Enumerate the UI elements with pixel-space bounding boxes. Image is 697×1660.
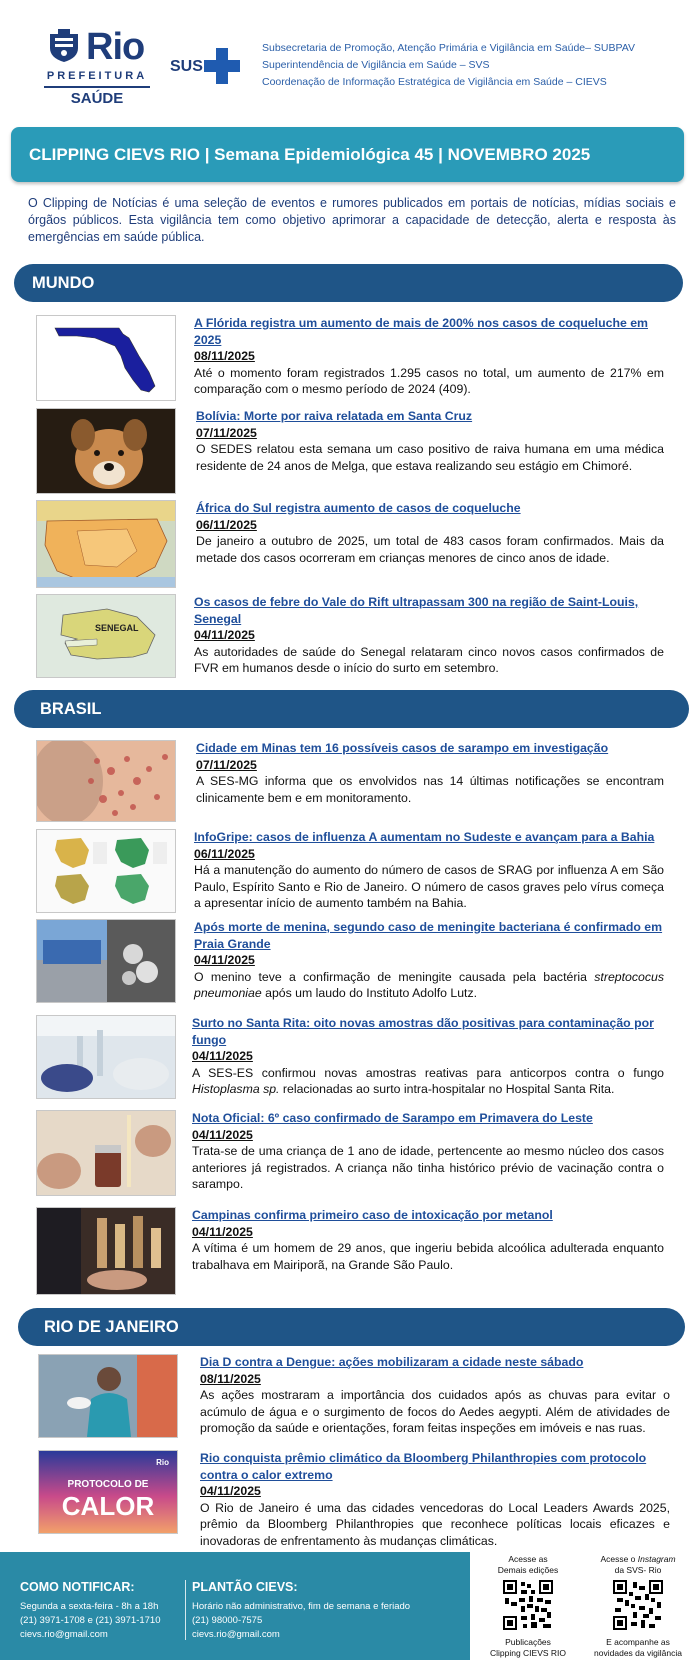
news-date: 04/11/2025: [192, 1049, 253, 1063]
qr-publications[interactable]: [478, 1554, 578, 1659]
news-summary-part: O menino teve a confirmação de meningite causada pela bactéria: [194, 969, 595, 984]
vaccine-photo-image: [36, 1110, 176, 1196]
news-headline-link[interactable]: Campinas confirma primeiro caso de intoxicação por metanol: [192, 1208, 553, 1222]
news-body: [196, 740, 664, 806]
news-summary-italic: streptococus pneumoniae: [194, 969, 664, 1000]
meningitis-photo-image: [36, 919, 176, 1003]
qr2-bottom-line: E acompanhe as: [606, 1637, 670, 1647]
news-summary: [192, 1065, 664, 1098]
lab-photo-image: [36, 1015, 176, 1099]
news-summary: A SES-MG informa que os envolvidos nas 14 últimas notificações se encontram clinicamente bem e em monitoramento.: [196, 774, 664, 805]
news-date: 06/11/2025: [196, 517, 257, 532]
qr-code-icon: [503, 1580, 553, 1630]
footer-plantao-phone: (21) 98000-7575: [192, 1615, 263, 1626]
news-body: [194, 829, 664, 912]
news-summary-part: A SES-ES confirmou novas amostras reativas para anticorpos contra o fungo: [192, 1065, 664, 1080]
qr2-top-line: [588, 1554, 688, 1565]
header: [0, 0, 697, 120]
news-headline-link[interactable]: A Flórida registra um aumento de mais de 200% nos casos de coqueluche em 2025: [194, 316, 648, 347]
news-body: [194, 315, 664, 398]
news-date: 06/11/2025: [194, 846, 255, 861]
news-body: [200, 1354, 670, 1437]
news-body: [192, 1110, 664, 1193]
header-line-subpav: Subsecretaria de Promoção, Atenção Primária e Vigilância em Saúde– SUBPAV: [262, 42, 635, 54]
protocolo-label: PROTOCOLO DE: [67, 1479, 149, 1490]
qr2-top-line: da SVS- Rio: [614, 1565, 662, 1575]
rio-crest-icon: [46, 28, 82, 64]
news-date: 08/11/2025: [200, 1371, 261, 1386]
footer-plantao-email[interactable]: cievs.rio@gmail.com: [192, 1629, 280, 1640]
news-summary: [194, 969, 664, 1002]
news-headline-link[interactable]: Dia D contra a Dengue: ações mobilizaram a cidade neste sábado: [200, 1355, 584, 1369]
footer: [0, 1552, 697, 1660]
section-header-brasil: BRASIL: [14, 690, 689, 728]
qr1-bottom-line: Publicações: [505, 1637, 551, 1647]
qr2-bottom-line: novidades da vigilância: [594, 1648, 682, 1658]
news-summary: As ações mostraram a importância dos cuidados após as chuvas para evitar o acúmulo de água e o surgimento de focos do Aedes aegypti. Além de atividades de promoção da saúde e orientações, foram feitas inspeções em imóveis e nas ruas.: [200, 1388, 670, 1435]
protocolo-rio-logo: Rio: [156, 1458, 169, 1467]
news-date: 07/11/2025: [196, 757, 257, 772]
qr1-top-line: Acesse as: [508, 1554, 548, 1564]
infogripe-maps-image: [36, 829, 176, 913]
footer-notify-hours: Segunda a sexta-feira - 8h a 18h: [20, 1601, 159, 1612]
footer-qr-panel: [470, 1552, 697, 1660]
news-summary: Trata-se de uma criança de 1 ano de idade, pertencente ao mesmo núcleo dos casos anteriores já registrados. A criança não tinha histórico prévio de vacinação contra o sarampo.: [192, 1144, 664, 1191]
qr2-top-italic: Instagram: [637, 1554, 676, 1564]
news-headline-link[interactable]: InfoGripe: casos de influenza A aumentam no Sudeste e avançam para a Bahia: [194, 830, 655, 844]
prefeitura-rio-saude-logo: [44, 26, 154, 110]
page-title: CLIPPING CIEVS RIO | Semana Epidemiológica 45 | NOVEMBRO 2025: [11, 127, 684, 182]
news-body: [192, 1207, 664, 1273]
news-headline-link[interactable]: Nota Oficial: 6º caso confirmado de Sarampo em Primavera do Leste: [192, 1111, 593, 1125]
news-date: 04/11/2025: [200, 1484, 261, 1498]
footer-plantao: [192, 1580, 462, 1642]
news-summary: Há a manutenção do aumento do número de casos de SRAG por influenza A em São Paulo, Espírito Santo e Rio de Janeiro. O número de casos graves pelo vírus começa a apresentar início de aumento também na Bahia.: [194, 863, 664, 910]
footer-notify-title: COMO NOTIFICAR:: [20, 1580, 135, 1594]
logo-prefeitura-text: PREFEITURA: [46, 70, 148, 82]
section-header-mundo: MUNDO: [14, 264, 683, 302]
senegal-map-image: [36, 594, 176, 678]
news-summary-part: relacionadas ao surto intra-hospitalar no Hospital Santa Rita.: [279, 1082, 615, 1096]
footer-how-to-notify: [20, 1580, 180, 1642]
news-headline-link[interactable]: Cidade em Minas tem 16 possíveis casos de sarampo em investigação: [196, 741, 609, 755]
news-summary: O SEDES relatou esta semana um caso positivo de raiva humana em uma médica residente de 24 anos de Melga, que estava realizando seu estágio em Chimoré.: [196, 442, 664, 473]
news-summary-italic: Histoplasma sp.: [192, 1082, 280, 1096]
qr1-bottom-line: Clipping CIEVS RIO: [489, 1648, 567, 1658]
sus-logo: [170, 48, 240, 84]
qr2-top-text: Acesse o: [600, 1554, 638, 1564]
logo-sus-text: SUS: [170, 58, 203, 75]
qr-code-icon: [613, 1580, 663, 1630]
methanol-photo-image: [36, 1207, 176, 1295]
news-headline-link[interactable]: Após morte de menina, segundo caso de meningite bacteriana é confirmado em Praia Grande: [194, 920, 663, 951]
news-summary: A vítima é um homem de 29 anos, que ingeriu bebida alcoólica adulterada enquanto trabalhava em Mairiporã, na Grande São Paulo.: [192, 1241, 664, 1272]
news-body: [196, 408, 664, 474]
section-header-rio: RIO DE JANEIRO: [18, 1308, 685, 1346]
measles-skin-photo-image: [36, 740, 176, 822]
news-summary: De janeiro a outubro de 2025, um total de 483 casos foram confirmados. Mais da metade dos casos ocorreram em crianças menores de cinco anos de idade.: [196, 534, 664, 565]
logo-rio-text: Rio: [86, 26, 145, 68]
florida-map-image: [36, 315, 176, 401]
intro-paragraph: O Clipping de Notícias é uma seleção de eventos e rumores publicados em portais de notícias, mídias sociais e órgãos públicos. Esta vigilância tem como objetivo aprimorar a capacidade de detecção, alerta e resposta às emergências em saúde pública.: [28, 196, 676, 244]
news-body: [196, 500, 664, 566]
news-headline-link[interactable]: Surto no Santa Rita: oito novas amostras dão positivas para contaminação por fungo: [192, 1016, 654, 1047]
news-date: 04/11/2025: [194, 953, 255, 967]
protocolo-calor-image: [38, 1450, 178, 1534]
news-headline-link[interactable]: Rio conquista prêmio climático da Bloomberg Philanthropies com protocolo contra o calor extremo: [200, 1451, 647, 1482]
news-summary: Até o momento foram registrados 1.295 casos no total, um aumento de 217% em comparação com o mesmo período de 2024 (409).: [194, 365, 664, 396]
calor-label: CALOR: [61, 1491, 155, 1521]
news-body: [194, 919, 664, 1002]
news-body: [194, 594, 664, 677]
logo-saude-text: SAÚDE: [44, 86, 150, 107]
news-headline-link[interactable]: Bolívia: Morte por raiva relatada em Santa Cruz: [196, 409, 473, 423]
news-summary: O Rio de Janeiro é uma das cidades vencedoras do Local Leaders Awards 2025, prêmio da Bloomberg Philanthropies que reconhece políticas locais eficazes e inovadoras de enfrentamento às mudanças climáticas.: [200, 1500, 670, 1548]
news-body: [200, 1450, 670, 1549]
sus-cross-icon: [204, 48, 240, 84]
news-body: [192, 1015, 664, 1098]
news-headline-link[interactable]: África do Sul registra aumento de casos de coqueluche: [196, 501, 521, 515]
news-date: 04/11/2025: [192, 1127, 253, 1142]
south-africa-map-image: [36, 500, 176, 588]
header-line-svs: Superintendência de Vigilância em Saúde – SVS: [262, 59, 490, 71]
news-date: 04/11/2025: [192, 1224, 253, 1239]
footer-notify-email[interactable]: cievs.rio@gmail.com: [20, 1629, 108, 1640]
senegal-map-label: SENEGAL: [95, 623, 139, 633]
news-headline-link[interactable]: Os casos de febre do Vale do Rift ultrapassam 300 na região de Saint-Louis, Senegal: [194, 595, 639, 626]
news-date: 04/11/2025: [194, 628, 255, 642]
dengue-day-photo-image: [38, 1354, 178, 1438]
news-summary: As autoridades de saúde do Senegal relataram cinco novos casos confirmados de FVR em humanos desde o início do surto em setembro.: [194, 644, 664, 675]
dog-photo-image: [36, 408, 176, 494]
news-date: 08/11/2025: [194, 349, 255, 363]
footer-plantao-hours: Horário não administrativo, fim de semana e feriado: [192, 1601, 411, 1612]
news-date: 07/11/2025: [196, 425, 257, 440]
footer-plantao-title: PLANTÃO CIEVS:: [192, 1580, 298, 1594]
news-summary-part: após um laudo do Instituto Adolfo Lutz.: [261, 986, 478, 1000]
footer-divider: [185, 1580, 186, 1640]
qr-instagram[interactable]: [588, 1554, 688, 1659]
footer-notify-phones: (21) 3971-1708 e (21) 3971-1710: [20, 1615, 161, 1626]
qr1-top-line: Demais edições: [497, 1565, 559, 1575]
header-institution-lines: [262, 40, 682, 91]
header-line-cievs: Coordenação de Informação Estratégica de Vigilância em Saúde – CIEVS: [262, 76, 607, 88]
